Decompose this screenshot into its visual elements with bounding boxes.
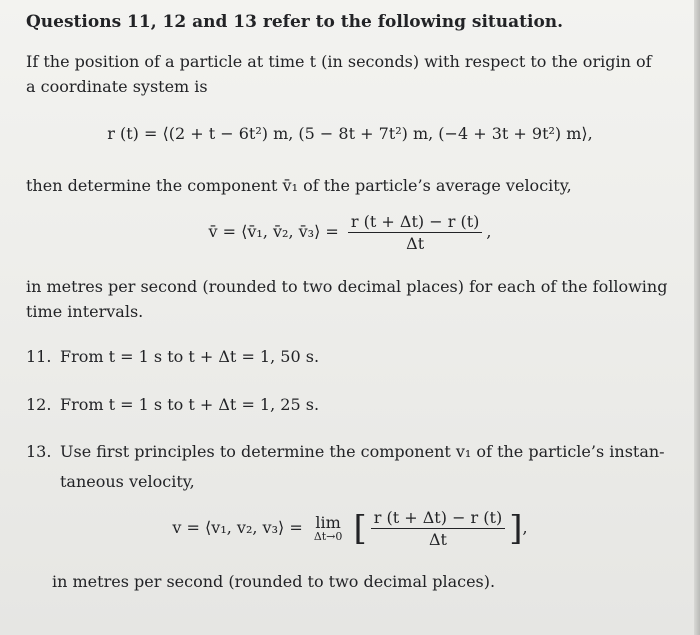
left-bracket: [ xyxy=(353,508,367,549)
item-13-text: Use first principles to determine the component v₁ of the particle’s instan- xyxy=(60,442,665,461)
inst-fraction xyxy=(371,508,505,549)
avg-lhs: v̄ = ⟨v̄₁, v̄₂, v̄₃⟩ = xyxy=(208,222,339,241)
item-11 xyxy=(26,347,319,366)
item-12-text: From t = 1 s to t + Δt = 1, 25 s. xyxy=(60,395,320,414)
limit-operator xyxy=(314,515,343,542)
avg-denominator: Δt xyxy=(406,234,425,253)
question-heading: Questions 11, 12 and 13 refer to the following situation. xyxy=(26,12,564,32)
units-line-2: time intervals. xyxy=(26,302,144,321)
avg-fraction xyxy=(348,212,482,253)
item-13-line-2: taneous velocity, xyxy=(60,472,195,491)
item-11-number: 11. xyxy=(26,347,52,366)
instantaneous-velocity-equation xyxy=(0,508,700,549)
avg-tail: , xyxy=(486,222,492,241)
intro-line-2: a coordinate system is xyxy=(26,77,208,96)
position-equation: r (t) = ⟨(2 + t − 6t²) m, (5 − 8t + 7t²) m, (−4 + 3t + 9t²) m⟩, xyxy=(107,124,593,143)
average-velocity-equation xyxy=(0,212,700,253)
inst-tail: , xyxy=(522,518,528,537)
avg-numerator: r (t + Δt) − r (t) xyxy=(348,212,482,233)
units-line-1: in metres per second (rounded to two decimal places) for each of the following xyxy=(26,277,668,296)
final-line: in metres per second (rounded to two decimal places). xyxy=(52,572,496,591)
item-13-number: 13. xyxy=(26,442,52,461)
limit-word: lim xyxy=(315,513,341,532)
item-12 xyxy=(26,395,319,414)
inst-numerator: r (t + Δt) − r (t) xyxy=(371,508,505,529)
then-line: then determine the component v̄₁ of the particle’s average velocity, xyxy=(26,176,572,195)
item-12-number: 12. xyxy=(26,395,52,414)
item-13 xyxy=(26,442,665,461)
inst-denominator: Δt xyxy=(428,530,447,549)
intro-line-1: If the position of a particle at time t (in seconds) with respect to the origin of xyxy=(26,52,652,71)
item-11-text: From t = 1 s to t + Δt = 1, 50 s. xyxy=(60,347,320,366)
right-bracket: ] xyxy=(509,508,523,549)
limit-subscript: Δt→0 xyxy=(313,530,343,543)
inst-lhs: v = ⟨v₁, v₂, v₃⟩ = xyxy=(172,518,303,537)
